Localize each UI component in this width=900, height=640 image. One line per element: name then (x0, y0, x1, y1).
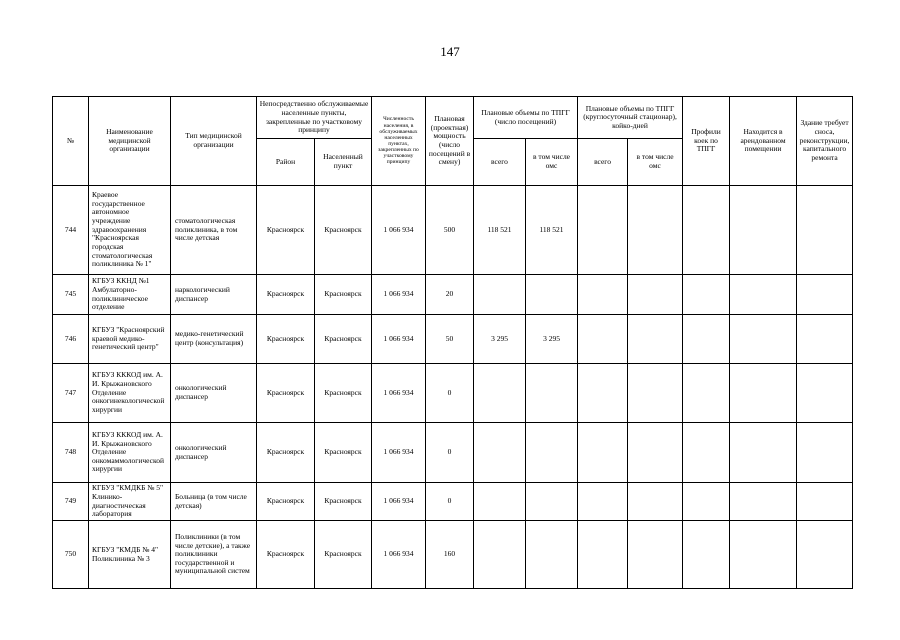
col-header-district: Район (257, 139, 315, 186)
col-header-tpgg-beds: Плановые объемы по ТПГГ (круглосуточный стационар), койко-дней (578, 97, 683, 139)
col-header-direct-served: Непосредственно обслуживаемые населенные пункты, закрепленные по участковому принципу (257, 97, 372, 139)
table-row (53, 364, 853, 423)
org-name-cell: КГБУЗ "КМДБ № 4" Поликлиника № 3 (89, 521, 171, 589)
org-type-cell: наркологический диспансер (171, 275, 257, 315)
visits-total-cell (474, 483, 526, 521)
capacity-cell: 500 (426, 186, 474, 275)
col-header-population: Численность населения, в обслуживаемых населенных пунктах, закрепленных по участковому принципу (372, 97, 426, 186)
table-row (53, 423, 853, 483)
col-header-profiles: Профили коек по ТПГГ (683, 97, 730, 186)
beds-oms-cell (628, 483, 683, 521)
settlement-cell: Красноярск (315, 521, 372, 589)
col-header-visits-oms: в том числе омс (526, 139, 578, 186)
district-cell: Красноярск (257, 483, 315, 521)
capacity-cell: 160 (426, 521, 474, 589)
col-header-reconstruction: Здание требует сноса, реконструкции, капитального ремонта (797, 97, 853, 186)
row-number: 746 (53, 315, 89, 364)
row-number: 748 (53, 423, 89, 483)
visits-oms-cell: 3 295 (526, 315, 578, 364)
beds-total-cell (578, 483, 628, 521)
visits-oms-cell: 118 521 (526, 186, 578, 275)
profiles-cell (683, 275, 730, 315)
table-row (53, 186, 853, 275)
col-header-org-name: Наименование медицинской организации (89, 97, 171, 186)
org-type-cell: Поликлиники (в том числе детские), а также поликлиники государственной и муниципальной систем (171, 521, 257, 589)
col-header-visits-total: всего (474, 139, 526, 186)
settlement-cell: Красноярск (315, 275, 372, 315)
beds-oms-cell (628, 315, 683, 364)
org-name-cell: КГБУЗ КККОД им. А. И. Крыжановского Отделение онкомаммологической хирургии (89, 423, 171, 483)
district-cell: Красноярск (257, 315, 315, 364)
row-number: 747 (53, 364, 89, 423)
org-type-cell: стоматологическая поликлиника, в том числе детская (171, 186, 257, 275)
rented-cell (730, 275, 797, 315)
beds-oms-cell (628, 423, 683, 483)
rented-cell (730, 364, 797, 423)
visits-oms-cell (526, 423, 578, 483)
beds-total-cell (578, 275, 628, 315)
profiles-cell (683, 521, 730, 589)
reconstruction-cell (797, 423, 853, 483)
visits-total-cell (474, 423, 526, 483)
col-header-capacity: Плановая (проектная) мощность (число посещений в смену) (426, 97, 474, 186)
row-number: 745 (53, 275, 89, 315)
district-cell: Красноярск (257, 521, 315, 589)
table-row (53, 275, 853, 315)
profiles-cell (683, 364, 730, 423)
reconstruction-cell (797, 483, 853, 521)
profiles-cell (683, 483, 730, 521)
table-row (53, 521, 853, 589)
beds-oms-cell (628, 186, 683, 275)
org-type-cell: Больница (в том числе детская) (171, 483, 257, 521)
population-cell: 1 066 934 (372, 364, 426, 423)
rented-cell (730, 423, 797, 483)
settlement-cell: Красноярск (315, 364, 372, 423)
table-row (53, 315, 853, 364)
district-cell: Красноярск (257, 186, 315, 275)
org-name-cell: КГБУЗ КККОД им. А. И. Крыжановского Отделение онкогинекологической хирургии (89, 364, 171, 423)
settlement-cell: Красноярск (315, 315, 372, 364)
reconstruction-cell (797, 364, 853, 423)
capacity-cell: 0 (426, 423, 474, 483)
org-name-cell: Краевое государственное автономное учреждение здравоохранения "Красноярская городская стоматологическая поликлиника № 1" (89, 186, 171, 275)
population-cell: 1 066 934 (372, 521, 426, 589)
rented-cell (730, 186, 797, 275)
org-type-cell: онкологический диспансер (171, 364, 257, 423)
reconstruction-cell (797, 275, 853, 315)
table-row (53, 483, 853, 521)
profiles-cell (683, 315, 730, 364)
org-name-cell: КГБУЗ ККНД №1 Амбулаторно-поликлиническое отделение (89, 275, 171, 315)
visits-total-cell (474, 364, 526, 423)
reconstruction-cell (797, 315, 853, 364)
beds-oms-cell (628, 364, 683, 423)
beds-oms-cell (628, 275, 683, 315)
profiles-cell (683, 423, 730, 483)
visits-oms-cell (526, 275, 578, 315)
beds-total-cell (578, 423, 628, 483)
col-header-beds-total: всего (578, 139, 628, 186)
visits-oms-cell (526, 521, 578, 589)
reconstruction-cell (797, 521, 853, 589)
population-cell: 1 066 934 (372, 186, 426, 275)
rented-cell (730, 521, 797, 589)
district-cell: Красноярск (257, 423, 315, 483)
population-cell: 1 066 934 (372, 423, 426, 483)
row-number: 744 (53, 186, 89, 275)
settlement-cell: Красноярск (315, 186, 372, 275)
col-header-tpgg-visits: Плановые объемы по ТПГГ (число посещений) (474, 97, 578, 139)
capacity-cell: 20 (426, 275, 474, 315)
capacity-cell: 50 (426, 315, 474, 364)
population-cell: 1 066 934 (372, 483, 426, 521)
col-header-settlement: Населенный пункт (315, 139, 372, 186)
beds-oms-cell (628, 521, 683, 589)
header-row (53, 97, 853, 139)
col-header-rented: Находится в арендованном помещении (730, 97, 797, 186)
col-header-org-type: Тип медицинской организации (171, 97, 257, 186)
org-type-cell: медико-генетический центр (консультация) (171, 315, 257, 364)
capacity-cell: 0 (426, 483, 474, 521)
rented-cell (730, 315, 797, 364)
population-cell: 1 066 934 (372, 315, 426, 364)
org-name-cell: КГБУЗ "Красноярский краевой медико-генетический центр" (89, 315, 171, 364)
row-number: 750 (53, 521, 89, 589)
beds-total-cell (578, 364, 628, 423)
capacity-cell: 0 (426, 364, 474, 423)
beds-total-cell (578, 315, 628, 364)
visits-oms-cell (526, 364, 578, 423)
settlement-cell: Красноярск (315, 423, 372, 483)
visits-total-cell: 3 295 (474, 315, 526, 364)
row-number: 749 (53, 483, 89, 521)
reconstruction-cell (797, 186, 853, 275)
district-cell: Красноярск (257, 275, 315, 315)
rented-cell (730, 483, 797, 521)
visits-total-cell (474, 521, 526, 589)
beds-total-cell (578, 521, 628, 589)
org-name-cell: КГБУЗ "КМДКБ № 5" Клинико-диагностическая лаборатория (89, 483, 171, 521)
visits-oms-cell (526, 483, 578, 521)
visits-total-cell: 118 521 (474, 186, 526, 275)
page-number: 147 (440, 44, 460, 59)
medical-organizations-table (52, 96, 853, 589)
beds-total-cell (578, 186, 628, 275)
population-cell: 1 066 934 (372, 275, 426, 315)
settlement-cell: Красноярск (315, 483, 372, 521)
district-cell: Красноярск (257, 364, 315, 423)
org-type-cell: онкологический диспансер (171, 423, 257, 483)
profiles-cell (683, 186, 730, 275)
visits-total-cell (474, 275, 526, 315)
col-header-beds-oms: в том числе омс (628, 139, 683, 186)
col-header-num: № (53, 97, 89, 186)
